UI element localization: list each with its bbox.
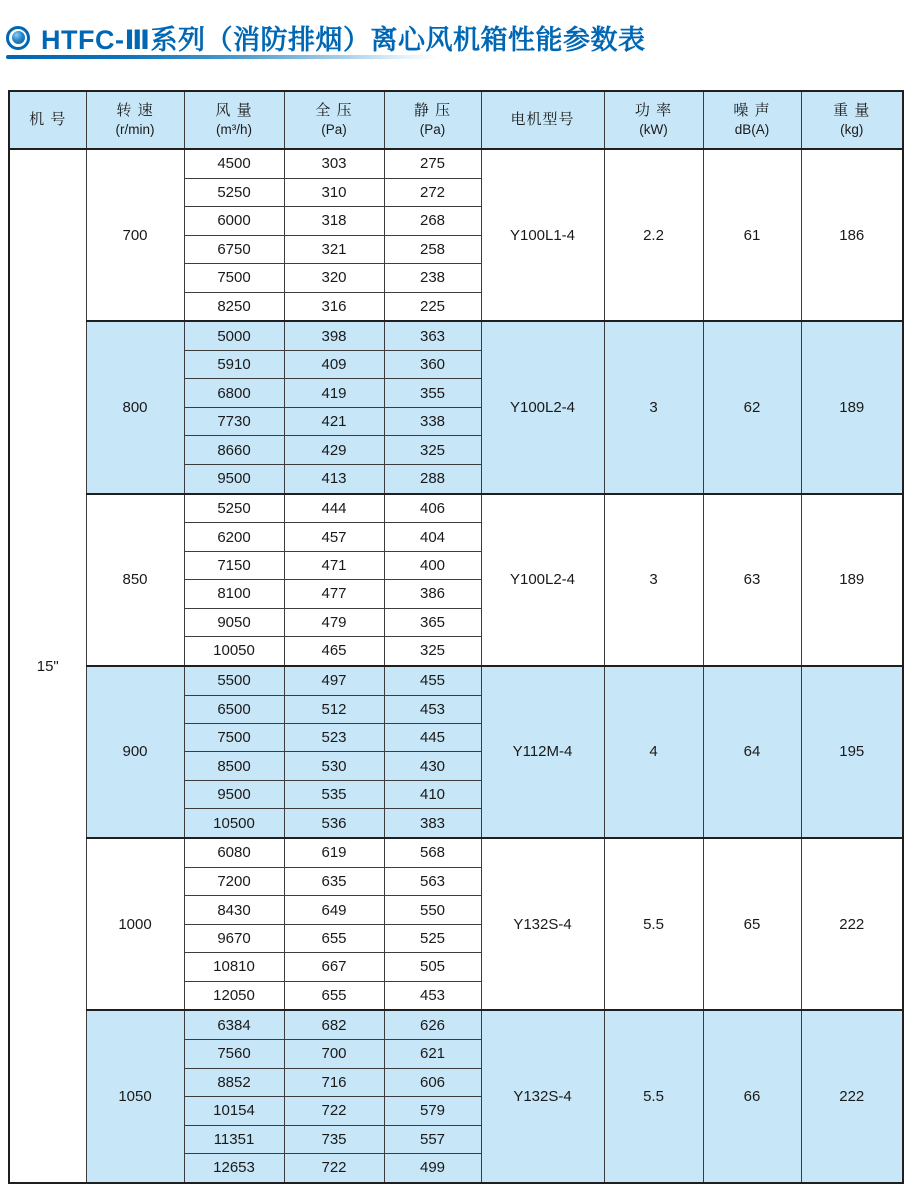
- airflow-cell: 8500: [184, 752, 284, 780]
- motor-model-cell: Y100L2-4: [481, 321, 604, 493]
- airflow-cell: 6750: [184, 235, 284, 263]
- airflow-cell: 12653: [184, 1153, 284, 1183]
- airflow-cell: 5250: [184, 178, 284, 206]
- static-pressure-cell: 400: [384, 551, 481, 579]
- noise-cell: 63: [703, 494, 801, 666]
- static-pressure-cell: 338: [384, 407, 481, 435]
- table-row: [9, 838, 903, 867]
- total-pressure-cell: 429: [284, 436, 384, 464]
- noise-cell: 61: [703, 149, 801, 321]
- static-pressure-cell: 453: [384, 981, 481, 1010]
- total-pressure-cell: 682: [284, 1010, 384, 1039]
- static-pressure-cell: 238: [384, 264, 481, 292]
- total-pressure-cell: 667: [284, 953, 384, 981]
- total-pressure-cell: 512: [284, 695, 384, 723]
- total-pressure-cell: 413: [284, 464, 384, 493]
- total-pressure-cell: 303: [284, 149, 384, 178]
- motor-model-cell: Y132S-4: [481, 1010, 604, 1183]
- col-header-label: 静 压: [413, 102, 452, 120]
- col-header-label: 全 压: [315, 102, 353, 120]
- airflow-cell: 7200: [184, 867, 284, 895]
- static-pressure-cell: 606: [384, 1068, 481, 1096]
- weight-cell: 222: [801, 838, 903, 1010]
- airflow-cell: 8660: [184, 436, 284, 464]
- total-pressure-cell: 409: [284, 351, 384, 379]
- total-pressure-cell: 700: [284, 1040, 384, 1068]
- weight-cell: 222: [801, 1010, 903, 1183]
- airflow-cell: 7560: [184, 1040, 284, 1068]
- airflow-cell: 7730: [184, 407, 284, 435]
- col-header-speed: [86, 91, 184, 149]
- static-pressure-cell: 430: [384, 752, 481, 780]
- airflow-cell: 12050: [184, 981, 284, 1010]
- speed-cell: 700: [86, 149, 184, 321]
- airflow-cell: 8250: [184, 292, 284, 321]
- col-header-unit: (m³/h): [216, 121, 252, 137]
- col-header-unit: dB(A): [734, 121, 770, 137]
- speed-cell: 900: [86, 666, 184, 838]
- total-pressure-cell: 320: [284, 264, 384, 292]
- static-pressure-cell: 275: [384, 149, 481, 178]
- airflow-cell: 7150: [184, 551, 284, 579]
- static-pressure-cell: 499: [384, 1153, 481, 1183]
- airflow-cell: 10500: [184, 809, 284, 838]
- spec-table-body: [9, 149, 903, 1183]
- airflow-cell: 6384: [184, 1010, 284, 1039]
- page-title: HTFC-Ⅲ系列（消防排烟）离心风机箱性能参数表: [41, 25, 646, 55]
- total-pressure-cell: 398: [284, 321, 384, 350]
- performance-table: [8, 90, 904, 1184]
- col-header-power: [604, 91, 703, 149]
- airflow-cell: 9050: [184, 608, 284, 636]
- airflow-cell: 9500: [184, 780, 284, 808]
- static-pressure-cell: 383: [384, 809, 481, 838]
- bullseye-icon: [6, 26, 30, 50]
- static-pressure-cell: 325: [384, 637, 481, 666]
- speed-cell: 850: [86, 494, 184, 666]
- static-pressure-cell: 579: [384, 1097, 481, 1125]
- table-row: [9, 666, 903, 695]
- total-pressure-cell: 536: [284, 809, 384, 838]
- total-pressure-cell: 477: [284, 580, 384, 608]
- col-header-unit: (Pa): [321, 121, 347, 137]
- machine-no-cell: 15": [9, 149, 86, 1183]
- weight-cell: 195: [801, 666, 903, 838]
- col-header-label: 噪 声: [733, 102, 771, 120]
- airflow-cell: 5000: [184, 321, 284, 350]
- power-cell: 5.5: [604, 838, 703, 1010]
- static-pressure-cell: 455: [384, 666, 481, 695]
- airflow-cell: 6000: [184, 207, 284, 235]
- total-pressure-cell: 419: [284, 379, 384, 407]
- motor-model-cell: Y132S-4: [481, 838, 604, 1010]
- static-pressure-cell: 621: [384, 1040, 481, 1068]
- total-pressure-cell: 735: [284, 1125, 384, 1153]
- total-pressure-cell: 523: [284, 724, 384, 752]
- static-pressure-cell: 272: [384, 178, 481, 206]
- col-header-total-pressure: [284, 91, 384, 149]
- power-cell: 4: [604, 666, 703, 838]
- power-cell: 5.5: [604, 1010, 703, 1183]
- total-pressure-cell: 655: [284, 924, 384, 952]
- speed-cell: 1050: [86, 1010, 184, 1183]
- col-header-unit: (r/min): [115, 121, 155, 137]
- static-pressure-cell: 626: [384, 1010, 481, 1039]
- total-pressure-cell: 457: [284, 523, 384, 551]
- airflow-cell: 8100: [184, 580, 284, 608]
- power-cell: 3: [604, 321, 703, 493]
- static-pressure-cell: 355: [384, 379, 481, 407]
- airflow-cell: 5910: [184, 351, 284, 379]
- col-header-label: 功 率: [634, 102, 673, 120]
- static-pressure-cell: 445: [384, 724, 481, 752]
- total-pressure-cell: 619: [284, 838, 384, 867]
- header-row: [9, 91, 903, 149]
- static-pressure-cell: 550: [384, 896, 481, 924]
- airflow-cell: 4500: [184, 149, 284, 178]
- total-pressure-cell: 321: [284, 235, 384, 263]
- noise-cell: 66: [703, 1010, 801, 1183]
- col-header-machine-no: [9, 91, 86, 149]
- static-pressure-cell: 360: [384, 351, 481, 379]
- col-header-unit: (kg): [840, 121, 864, 137]
- title-underline: [6, 55, 438, 59]
- total-pressure-cell: 530: [284, 752, 384, 780]
- static-pressure-cell: 258: [384, 235, 481, 263]
- col-header-label: 重 量: [833, 102, 871, 120]
- page-header: [6, 18, 646, 57]
- total-pressure-cell: 716: [284, 1068, 384, 1096]
- airflow-cell: 10810: [184, 953, 284, 981]
- airflow-cell: 6200: [184, 523, 284, 551]
- table-header: [9, 91, 903, 149]
- static-pressure-cell: 453: [384, 695, 481, 723]
- total-pressure-cell: 471: [284, 551, 384, 579]
- airflow-cell: 10154: [184, 1097, 284, 1125]
- total-pressure-cell: 497: [284, 666, 384, 695]
- airflow-cell: 8430: [184, 896, 284, 924]
- total-pressure-cell: 310: [284, 178, 384, 206]
- bullseye-icon-core: [12, 31, 25, 44]
- static-pressure-cell: 410: [384, 780, 481, 808]
- static-pressure-cell: 268: [384, 207, 481, 235]
- col-header-noise: [703, 91, 801, 149]
- speed-cell: 800: [86, 321, 184, 493]
- static-pressure-cell: 563: [384, 867, 481, 895]
- noise-cell: 65: [703, 838, 801, 1010]
- col-header-label: 转 速: [116, 102, 154, 120]
- col-header-label: 机 号: [29, 111, 67, 129]
- static-pressure-cell: 365: [384, 608, 481, 636]
- static-pressure-cell: 525: [384, 924, 481, 952]
- power-cell: 2.2: [604, 149, 703, 321]
- col-header-label: 电机型号: [510, 111, 575, 129]
- table-row: [9, 149, 903, 178]
- static-pressure-cell: 288: [384, 464, 481, 493]
- col-header-static-pressure: [384, 91, 481, 149]
- airflow-cell: 9670: [184, 924, 284, 952]
- static-pressure-cell: 363: [384, 321, 481, 350]
- airflow-cell: 5250: [184, 494, 284, 523]
- col-header-airflow: [184, 91, 284, 149]
- noise-cell: 64: [703, 666, 801, 838]
- speed-cell: 1000: [86, 838, 184, 1010]
- static-pressure-cell: 557: [384, 1125, 481, 1153]
- weight-cell: 189: [801, 494, 903, 666]
- static-pressure-cell: 404: [384, 523, 481, 551]
- total-pressure-cell: 444: [284, 494, 384, 523]
- table-row: [9, 494, 903, 523]
- airflow-cell: 7500: [184, 264, 284, 292]
- col-header-label: 风 量: [215, 102, 253, 120]
- total-pressure-cell: 421: [284, 407, 384, 435]
- col-header-unit: (kW): [639, 121, 668, 137]
- airflow-cell: 7500: [184, 724, 284, 752]
- motor-model-cell: Y100L2-4: [481, 494, 604, 666]
- airflow-cell: 11351: [184, 1125, 284, 1153]
- weight-cell: 186: [801, 149, 903, 321]
- static-pressure-cell: 505: [384, 953, 481, 981]
- airflow-cell: 5500: [184, 666, 284, 695]
- total-pressure-cell: 535: [284, 780, 384, 808]
- total-pressure-cell: 479: [284, 608, 384, 636]
- static-pressure-cell: 406: [384, 494, 481, 523]
- table-row: [9, 321, 903, 350]
- static-pressure-cell: 568: [384, 838, 481, 867]
- static-pressure-cell: 325: [384, 436, 481, 464]
- total-pressure-cell: 318: [284, 207, 384, 235]
- total-pressure-cell: 655: [284, 981, 384, 1010]
- airflow-cell: 8852: [184, 1068, 284, 1096]
- motor-model-cell: Y100L1-4: [481, 149, 604, 321]
- static-pressure-cell: 386: [384, 580, 481, 608]
- airflow-cell: 6500: [184, 695, 284, 723]
- total-pressure-cell: 649: [284, 896, 384, 924]
- static-pressure-cell: 225: [384, 292, 481, 321]
- col-header-unit: (Pa): [419, 121, 446, 137]
- total-pressure-cell: 635: [284, 867, 384, 895]
- total-pressure-cell: 316: [284, 292, 384, 321]
- weight-cell: 189: [801, 321, 903, 493]
- total-pressure-cell: 722: [284, 1153, 384, 1183]
- airflow-cell: 9500: [184, 464, 284, 493]
- motor-model-cell: Y112M-4: [481, 666, 604, 838]
- total-pressure-cell: 465: [284, 637, 384, 666]
- airflow-cell: 6800: [184, 379, 284, 407]
- col-header-motor-model: [481, 91, 604, 149]
- power-cell: 3: [604, 494, 703, 666]
- total-pressure-cell: 722: [284, 1097, 384, 1125]
- airflow-cell: 6080: [184, 838, 284, 867]
- col-header-weight: [801, 91, 903, 149]
- noise-cell: 62: [703, 321, 801, 493]
- airflow-cell: 10050: [184, 637, 284, 666]
- table-row: [9, 1010, 903, 1039]
